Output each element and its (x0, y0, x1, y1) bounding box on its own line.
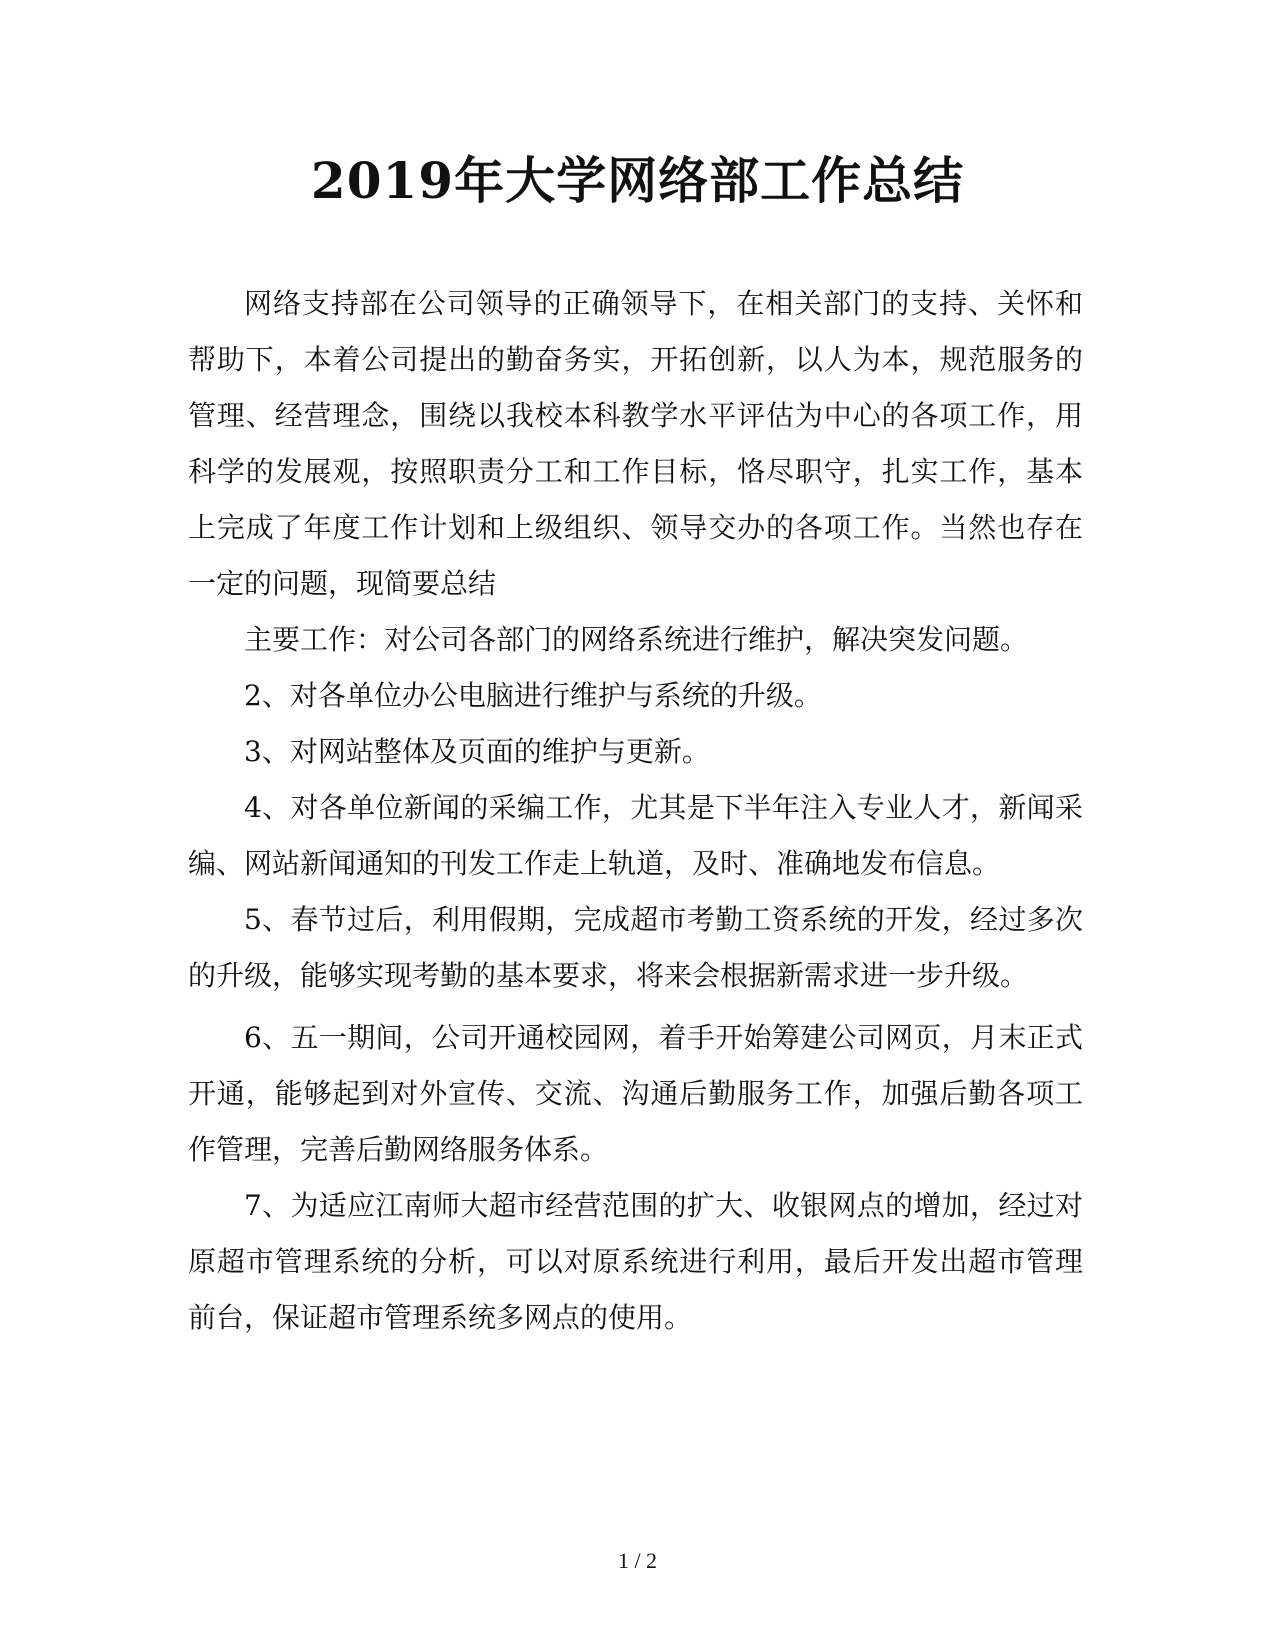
page-number: 1 / 2 (617, 1548, 658, 1573)
paragraph-item-5: 5、春节过后，利用假期，完成超市考勤工资系统的开发，经过多次的升级，能够实现考勤的基本要求，将来会根据新需求进一步升级。 (188, 903, 1083, 992)
paragraph-item-6: 6、五一期间，公司开通校园网，着手开始筹建公司网页，月末正式开通，能够起到对外宣传、交流、沟通后勤服务工作，加强后勤各项工作管理，完善后勤网络服务体系。 (188, 1021, 1083, 1166)
paragraph-item-4: 4、对各单位新闻的采编工作，尤其是下半年注入专业人才，新闻采编、网站新闻通知的刊发工作走上轨道，及时、准确地发布信息。 (188, 791, 1083, 880)
paragraph-item-3: 3、对网站整体及页面的维护与更新。 (244, 735, 710, 768)
document-title: 2019年大学网络部工作总结 (310, 151, 965, 210)
paragraph-intro: 网络支持部在公司领导的正确领导下，在相关部门的支持、关怀和帮助下，本着公司提出的勤奋务实，开拓创新，以人为本，规范服务的管理、经营理念，围绕以我校本科教学水平评估为中心的各项工作，用科学的发展观，按照职责分工和工作目标，恪尽职守，扎实工作，基本上完成了年度工作计划和上级组织、领导交办的各项工作。当然也存在一定的问题，现简要总结 (188, 287, 1083, 600)
paragraph-item-7: 7、为适应江南师大超市经营范围的扩大、收银网点的增加，经过对原超市管理系统的分析，可以对原系统进行利用，最后开发出超市管理前台，保证超市管理系统多网点的使用。 (188, 1189, 1083, 1334)
paragraph-main-work: 主要工作：对公司各部门的网络系统进行维护，解决突发问题。 (244, 623, 1029, 656)
document-body (188, 276, 1083, 1346)
paragraph-item-2: 2、对各单位办公电脑进行维护与系统的升级。 (244, 679, 822, 712)
